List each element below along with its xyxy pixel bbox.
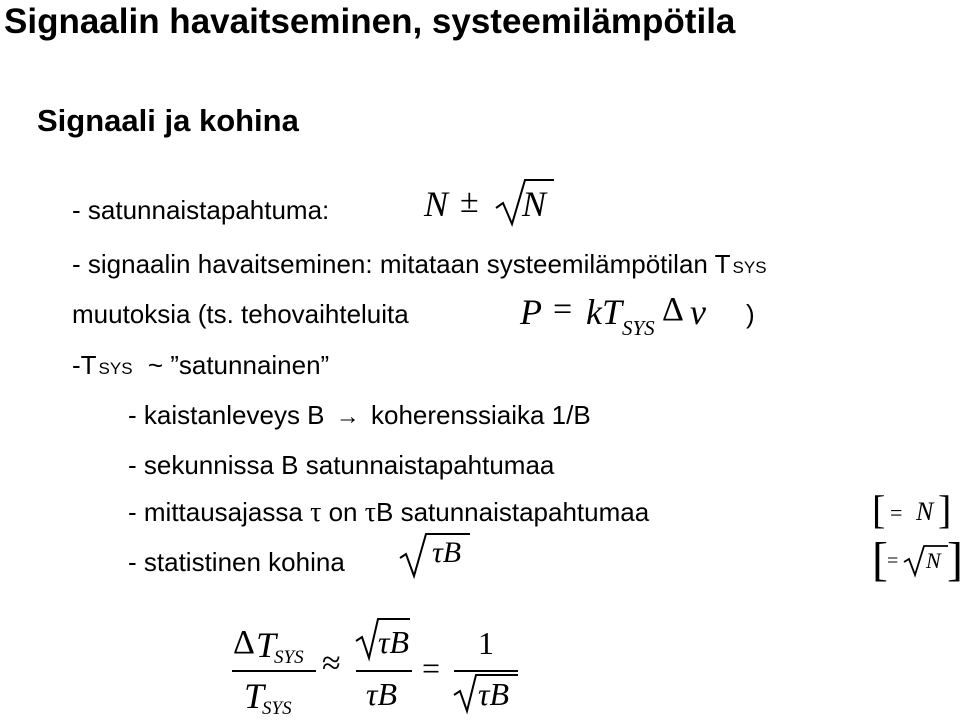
left-bracket: [	[872, 533, 888, 586]
formula-kt: kT	[586, 292, 622, 332]
arrow-right-icon: →	[335, 403, 360, 430]
closing-paren: )	[746, 299, 755, 329]
tau-symbol: τ	[364, 497, 376, 528]
line-power-fluctuations: muutoksia (ts. tehovaihteluita	[72, 299, 409, 329]
tau-symbol: τ	[310, 497, 322, 528]
bracket-n: N	[926, 548, 941, 573]
bracket-equals: =	[890, 500, 903, 525]
right-bracket: ]	[947, 533, 963, 586]
formula-tau-b: τB	[432, 536, 462, 569]
formula-delta: Δ	[662, 291, 684, 328]
eq-tau-b-denominator: τB	[366, 676, 397, 712]
bullet-tsys-random	[72, 350, 329, 381]
subscript-sys: SYS	[98, 359, 133, 378]
bracket-equals: =	[887, 550, 899, 572]
tsys-t: -T	[72, 350, 97, 380]
bullet-random-event: - satunnaistapahtuma:	[72, 195, 330, 225]
eq-sqrt-tau-b-numerator: τB	[378, 624, 409, 660]
bullet-per-second: - sekunnissa B satunnaistapahtumaa	[128, 450, 555, 480]
eq-equals: =	[422, 650, 441, 686]
formula-plus-minus: ±	[460, 183, 479, 220]
bandwidth-text: - kaistanleveys B	[128, 400, 325, 430]
measurement-text: - mittausajassa	[128, 497, 303, 527]
section-heading: Signaali ja kohina	[37, 103, 299, 138]
fraction-bar	[454, 670, 518, 672]
eq-sqrt-tau-b-denominator: τB	[478, 676, 509, 712]
page-title: Signaalin havaitseminen, systeemilämpötila	[4, 2, 736, 41]
coherence-text: koherenssiaika 1/B	[371, 400, 591, 430]
bracket-n: N	[916, 497, 934, 526]
eq-one: 1	[478, 625, 494, 661]
formula-sys-subscript: SYS	[622, 316, 655, 340]
eq-approx: ≈	[322, 645, 341, 682]
formula-p: P	[520, 292, 542, 332]
bullet-signal-detection-text: - signaalin havaitseminen: mitataan systeemilämpötilan T	[72, 249, 731, 279]
eq-delta: Δ	[233, 624, 255, 661]
fraction-bar	[356, 670, 412, 672]
eq-sys-numerator: SYS	[274, 647, 304, 668]
right-bracket: ]	[938, 487, 952, 532]
subscript-sys: SYS	[732, 258, 767, 277]
bullet-bandwidth	[128, 400, 591, 431]
fraction-bar	[232, 670, 316, 672]
left-bracket: [	[872, 487, 886, 532]
formula-n-under-root: N	[522, 184, 547, 224]
eq-t-numerator: T	[256, 625, 277, 665]
eq-t-denominator: T	[244, 676, 265, 716]
bullet-signal-detection	[72, 249, 767, 280]
formula-n: N	[424, 184, 449, 224]
bullet-statistical-noise: - statistinen kohina	[128, 547, 345, 577]
on-text: on	[328, 497, 358, 527]
random-label: ~ ”satunnainen”	[147, 350, 330, 380]
formula-nu: ν	[690, 292, 706, 332]
formula-equals: =	[553, 291, 573, 328]
eq-sys-denominator: SYS	[262, 698, 292, 719]
bullet-measurement-time	[128, 497, 649, 529]
events-text: B satunnaistapahtumaa	[376, 497, 650, 527]
